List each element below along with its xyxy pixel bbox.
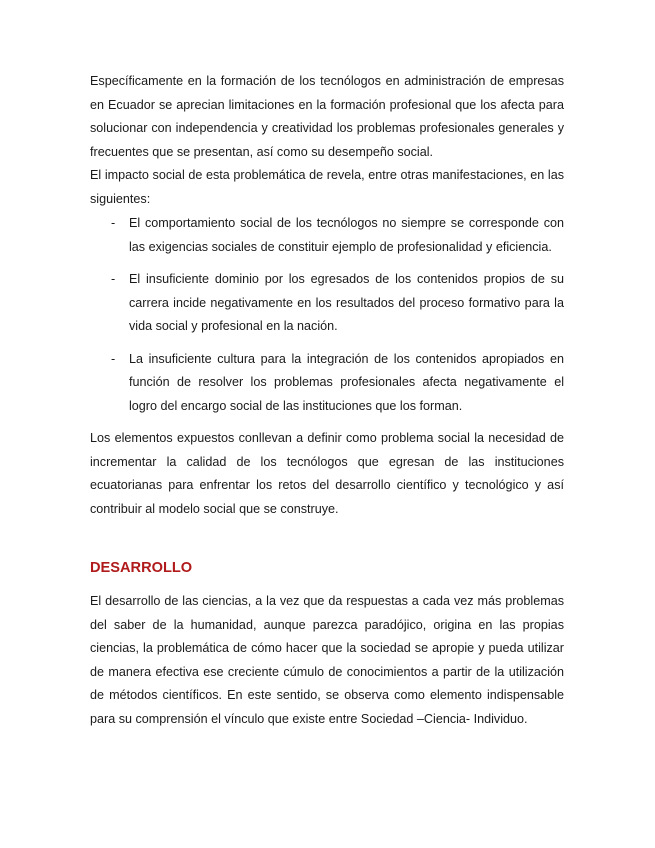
intro-paragraph: Específicamente en la formación de los tecnólogos en administración de empresas en Ecuador se aprecian limitaciones en la formación profesional que los afecta para solucionar con independencia y creatividad los problemas profesionales generales y frecuentes que se presentan, así como su desempeño social. (90, 74, 564, 159)
list-item-text: El insuficiente dominio por los egresados de los contenidos propios de su carrera incide negativamente en los resultados del proceso formativo para la vida social y profesional en la nación. (129, 272, 564, 333)
section-heading: DESARROLLO (90, 560, 193, 576)
manifestations-list (90, 212, 564, 418)
list-item (90, 348, 564, 419)
list-item-text: La insuficiente cultura para la integración de los contenidos apropiados en función de resolver los problemas profesionales afecta negativamente el logro del encargo social de las instituciones que los forman. (129, 351, 564, 413)
list-item (90, 212, 564, 259)
bullet-dash: - (111, 216, 116, 230)
list-item-text: El comportamiento social de los tecnólogos no siempre se corresponde con las exigencias sociales de constituir ejemplo de profesionalidad y eficiencia. (129, 216, 564, 254)
list-item (90, 268, 564, 339)
development-paragraph: El desarrollo de las ciencias, a la vez que da respuestas a cada vez más problemas del saber de la humanidad, aunque parezca paradójico, origina en las propias ciencias, la problemática de cómo hacer que la sociedad se apropie y pueda utilizar de manera efectiva ese creciente cúmulo de conocimientos a partir de la utilización de métodos científicos. En este sentido, se observa como elemento indispensable para su comprensión el vínculo que existe entre Sociedad –Ciencia- Individuo. (90, 594, 564, 726)
impact-intro-paragraph: El impacto social de esta problemática de revela, entre otras manifestaciones, en las siguientes: (90, 168, 564, 206)
bullet-dash: - (111, 351, 116, 366)
document-page (90, 70, 564, 731)
bullet-dash: - (111, 272, 116, 286)
conclusion-paragraph: Los elementos expuestos conllevan a definir como problema social la necesidad de incrementar la calidad de los tecnólogos que egresan de las instituciones ecuatorianas para enfrentar los retos del desarrollo científico y tecnológico y así contribuir al modelo social que se construye. (90, 431, 564, 516)
